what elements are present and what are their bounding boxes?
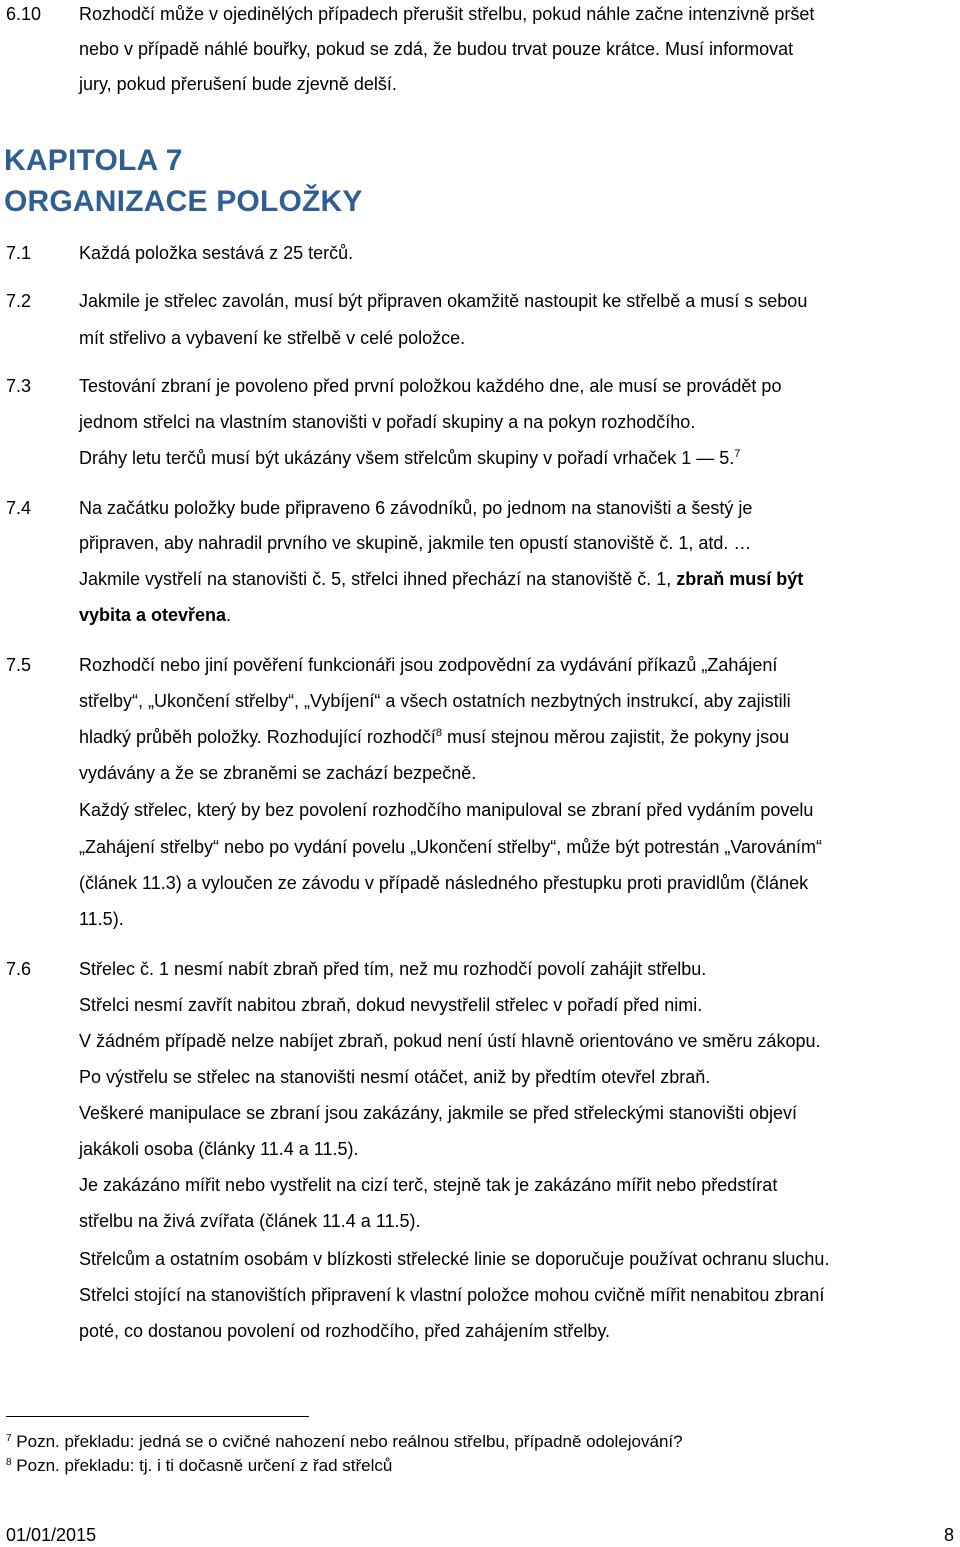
- paragraph-7-6-line-1: Střelec č. 1 nesmí nabít zbraň před tím, než mu rozhodčí povolí zahájit střelbu.: [79, 959, 707, 979]
- footnote-7-number: 7: [6, 1433, 12, 1444]
- paragraph-7-6-line-9: Střelcům a ostatním osobám v blízkosti střelecké linie se doporučuje používat ochranu sluchu.: [79, 1249, 830, 1269]
- paragraph-7-4-line-2: připraven, aby nahradil prvního ve skupině, jakmile ten opustí stanoviště č. 1, atd. …: [79, 533, 752, 553]
- paragraph-number-7-1: 7.1: [6, 243, 32, 263]
- paragraph-7-5-line-3b: musí stejnou měrou zajistit, že pokyny jsou: [442, 727, 790, 747]
- paragraph-number-7-3: 7.3: [6, 376, 32, 396]
- footnote-ref-7: 7: [734, 448, 741, 460]
- paragraph-6-10-line-1: Rozhodčí může v ojedinělých případech přerušit střelbu, pokud náhle začne intenzivně pršet: [79, 4, 815, 24]
- paragraph-number-7-6: 7.6: [6, 959, 32, 979]
- paragraph-7-5-line-6: „Zahájení střelby“ nebo po vydání povelu „Ukončení střelby“, může být potrestán „Varováním“: [79, 837, 823, 857]
- paragraph-6-10-line-2: nebo v případě náhlé bouřky, pokud se zdá, že budou trvat pouze krátce. Musí informovat: [79, 39, 794, 59]
- footer-date: 01/01/2015: [6, 1525, 97, 1545]
- footnote-ref-8: 8: [435, 727, 442, 739]
- paragraph-7-3-line-2: jednom střelci na vlastním stanovišti v pořadí skupiny a na pokyn rozhodčího.: [79, 412, 696, 432]
- paragraph-7-6-line-5: Veškeré manipulace se zbraní jsou zakázány, jakmile se před střeleckými stanovišti objeví: [79, 1103, 797, 1123]
- footnote-7-text: Pozn. překladu: jedná se o cvičné nahození nebo reálnou střelbu, případně odolejování?: [11, 1432, 683, 1451]
- paragraph-7-4-bold-a: zbraň musí být: [676, 569, 804, 589]
- paragraph-7-6-line-7: Je zakázáno mířit nebo vystřelit na cizí terč, stejně tak je zakázáno mířit nebo předstírat: [79, 1175, 778, 1195]
- paragraph-6-10-line-3: jury, pokud přerušení bude zjevně delší.: [79, 74, 397, 94]
- paragraph-7-4-end: .: [226, 605, 232, 625]
- footnote-separator: [6, 1416, 309, 1417]
- paragraph-7-5-line-3a: hladký průběh položky. Rozhodující rozhodčí: [79, 727, 436, 747]
- paragraph-7-5-line-3: [79, 726, 789, 748]
- chapter-heading-number: KAPITOLA 7: [4, 144, 183, 177]
- paragraph-7-6-line-2: Střelci nesmí zavřít nabitou zbraň, dokud nevystřelil střelec v pořadí před nimi.: [79, 995, 703, 1015]
- paragraph-7-4-line-3-text: Jakmile vystřelí na stanovišti č. 5, střelci ihned přechází na stanoviště č. 1,: [79, 569, 677, 589]
- paragraph-7-4-line-1: Na začátku položky bude připraveno 6 závodníků, po jednom na stanovišti a šestý je: [79, 498, 753, 518]
- paragraph-7-5-line-1: Rozhodčí nebo jiní pověření funkcionáři jsou zodpovědní za vydávání příkazů „Zahájení: [79, 655, 778, 675]
- paragraph-7-6-line-4: Po výstřelu se střelec na stanovišti nesmí otáčet, aniž by předtím otevřel zbraň.: [79, 1067, 711, 1087]
- footnote-8: [6, 1455, 392, 1477]
- footnote-7: [6, 1431, 683, 1453]
- paragraph-7-5-line-8: 11.5).: [79, 909, 124, 929]
- paragraph-7-6-line-10: Střelci stojící na stanovištích připravení k vlastní položce mohou cvičně mířit nenabitou zbraní: [79, 1285, 825, 1305]
- paragraph-7-2-line-1: Jakmile je střelec zavolán, musí být připraven okamžitě nastoupit ke střelbě a musí s sebou: [79, 291, 808, 311]
- paragraph-7-5-line-7: (článek 11.3) a vyloučen ze závodu v případě následného přestupku proti pravidlům (článek: [79, 873, 809, 893]
- paragraph-7-4-bold-b: vybita a otevřena: [79, 605, 227, 625]
- paragraph-7-6-line-11: poté, co dostanou povolení od rozhodčího, před zahájením střelby.: [79, 1321, 611, 1341]
- paragraph-7-3-line-3: [79, 447, 740, 469]
- paragraph-7-5-line-4: vydávány a že se zbraněmi se zachází bezpečně.: [79, 763, 477, 783]
- footer-page-number: 8: [943, 1525, 954, 1545]
- paragraph-7-6-line-6: jakákoli osoba (články 11.4 a 11.5).: [79, 1139, 359, 1159]
- paragraph-number-7-5: 7.5: [6, 655, 32, 675]
- chapter-heading-title: ORGANIZACE POLOŽKY: [4, 185, 363, 218]
- paragraph-7-4-line-4: [79, 604, 231, 626]
- paragraph-7-5-line-2: střelby“, „Ukončení střelby“, „Vybíjení“ a všech ostatních nezbytných instrukcí, aby zajistili: [79, 691, 791, 711]
- paragraph-7-6-line-8: střelbu na živá zvířata (článek 11.4 a 11.5).: [79, 1211, 421, 1231]
- paragraph-7-2-line-2: mít střelivo a vybavení ke střelbě v celé položce.: [79, 328, 466, 348]
- paragraph-number-7-4: 7.4: [6, 498, 32, 518]
- footnote-8-number: 8: [6, 1457, 12, 1468]
- paragraph-number-6-10: 6.10: [6, 4, 42, 24]
- paragraph-7-3-line-1: Testování zbraní je povoleno před první položkou každého dne, ale musí se provádět po: [79, 376, 782, 396]
- paragraph-number-7-2: 7.2: [6, 291, 32, 311]
- paragraph-7-6-line-3: V žádném případě nelze nabíjet zbraň, pokud není ústí hlavně orientováno ve směru zákopu.: [79, 1031, 821, 1051]
- footnote-8-text: Pozn. překladu: tj. i ti dočasně určení z řad střelců: [11, 1456, 393, 1475]
- paragraph-7-3-line-3-text: Dráhy letu terčů musí být ukázány všem střelcům skupiny v pořadí vrhaček 1 — 5.: [79, 448, 735, 468]
- paragraph-7-4-line-3: [79, 568, 803, 590]
- paragraph-7-1-text: Každá položka sestává z 25 terčů.: [79, 243, 354, 263]
- paragraph-7-5-line-5: Každý střelec, který by bez povolení rozhodčího manipuloval se zbraní před vydáním povelu: [79, 800, 814, 820]
